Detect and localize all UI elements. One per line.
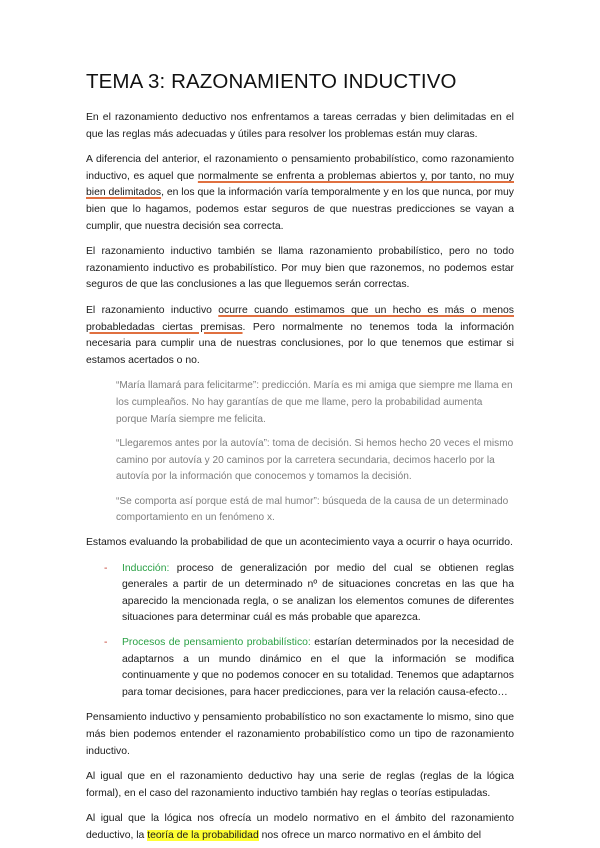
page-title: TEMA 3: RAZONAMIENTO INDUCTIVO — [86, 70, 457, 93]
example-quote-decision: “Llegaremos antes por la autovía”: toma de decisión. Si hemos hecho 20 veces el mismo camino por autovía y 20 caminos por la carretera secundaria, decimos hacerlo por la autovía por la información que conocemos y tomamos la decisión. — [116, 438, 514, 483]
paragraph-normative — [86, 811, 514, 844]
paragraph-evaluation: Estamos evaluando la probabilidad de que un acontecimiento vaya a ocurrir o haya ocurrido. — [86, 537, 513, 549]
list-item-induccion — [86, 561, 514, 627]
paragraph-comparison: Pensamiento inductivo y pensamiento probabilístico no son exactamente lo mismo, sino que más bien podemos entender el razonamiento probabilístico como un tipo de razonamiento inductivo. — [86, 712, 514, 757]
paragraph-probabilistic — [86, 152, 514, 235]
example-quote-cause: “Se comporta así porque está de mal humor”: búsqueda de la causa de un determinado comportamiento en un fenómeno x. — [116, 495, 509, 524]
definitions-list — [86, 561, 514, 702]
paragraph-rules: Al igual que en el razonamiento deductivo hay una serie de reglas (reglas de la lógica formal), en el caso del razonamiento inductivo también hay reglas o teorías estipuladas. — [86, 771, 514, 799]
paragraph-deductive: En el razonamiento deductivo nos enfrentamos a tareas cerradas y bien delimitadas en el que las reglas más adecuadas y útiles para resolver los problemas están muy claras. — [86, 112, 514, 140]
text-span: . Pero normalmente no tenemos toda la información necesaria para cumplir una de nuestras conclusiones, por lo que tenemos que estimar si estamos acertados o no. — [86, 321, 514, 366]
text-span: Al igual que la lógica nos ofrecía un modelo normativo en el ámbito del razonamiento deductivo, la — [86, 813, 514, 841]
definition-text: proceso de generalización por medio del cual se obtienen reglas generales a partir de un determinado nº de situaciones concretas en las que ha aparecido la mencionada regla, o se analizan los elementos comunes de diferentes situaciones para determinar cuál es más probable que aparezca. — [122, 562, 514, 624]
text-span: nos ofrece un marco normativo en el ámbito del — [258, 829, 482, 841]
definition-text: estarían determinados por la necesidad de adaptarnos a un mundo dinámico en el que la información se modifica continuamente y que no podemos conocer en su totalidad. Tenemos que adaptarnos para tomar decisiones, para hacer predicciones, para ver la relación causa-efecto… — [122, 637, 515, 698]
underlined-phrase: ocurre cuando estimamos que un hecho es más o menos probabledadas ciertas premisas — [86, 304, 514, 333]
dash-bullet: - — [104, 637, 108, 649]
highlighted-phrase: teoría de la probabilidad — [147, 829, 259, 841]
term-procesos: Procesos de pensamiento probabilístico: — [122, 637, 311, 649]
list-item-procesos — [86, 635, 514, 701]
example-quote-prediction: “María llamará para felicitarme”: predicción. María es mi amiga que siempre me llama en los cumpleaños. No hay garantías de que me llame, pero la probabilidad aumenta porque María siempre me felicita. — [116, 380, 513, 425]
text-span: A diferencia del anterior, el razonamiento o pensamiento probabilístico, como razonamiento inductivo, es aquel que — [86, 154, 514, 182]
text-span: El razonamiento inductivo — [86, 304, 219, 316]
dash-bullet: - — [104, 562, 108, 574]
underlined-phrase: normalmente se enfrenta a problemas abiertos y, por tanto, no muy bien delimitados — [86, 170, 514, 199]
paragraph-inductive-probabilistic: El razonamiento inductivo también se llama razonamiento probabilístico, pero no todo razonamiento inductivo es probabilístico. Por muy bien que razonemos, no podemos estar seguros de que las conclusiones a las que lleguemos serán correctas. — [86, 246, 514, 291]
paragraph-inductive-definition — [86, 303, 514, 369]
term-induccion: Inducción: — [122, 562, 170, 574]
text-span: , en los que la información varía temporalmente y en los que nunca, por muy bien que lo hagamos, podemos estar seguros de que nuestras predicciones se vayan a cumplir, que nuestra decisión sea correcta. — [86, 187, 514, 232]
